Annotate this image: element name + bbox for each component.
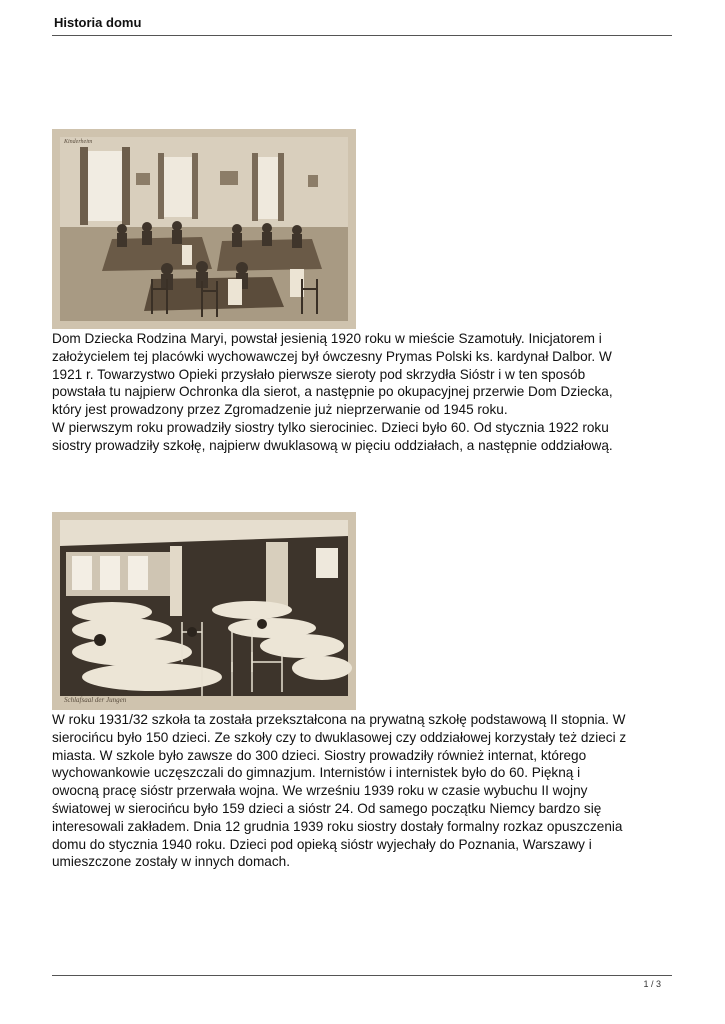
page-number: 1 / 3 [643,979,661,989]
history-paragraph-2 [52,711,674,871]
text-line: owocną pracę sióstr przerwała wojna. We wrześniu 1939 roku w czasie wybuchu II wojny [52,783,588,799]
text-line: siostry prowadziły szkołę, najpierw dwuklasową w pięciu oddziałach, a następnie oddziałową. [52,437,613,453]
text-line: interesowali zakładem. Dnia 12 grudnia 1939 roku siostry dostały formalny rozkaz opuszczenia [52,818,623,834]
text-line: 1921 r. Towarzystwo Opieki przysłało pierwsze sieroty pod skrzydła Sióstr i w ten sposób [52,366,586,382]
footer-divider [52,975,672,976]
text-line: W pierwszym roku prowadziły siostry tylko sierociniec. Dzieci było 60. Od stycznia 1922 roku [52,419,609,435]
text-line: miasta. W szkole było zawsze do 300 dzieci. Siostry prowadziły również internat, którego [52,747,587,763]
history-paragraph-1 [52,330,674,455]
text-line: Dom Dziecka Rodzina Maryi, powstał jesienią 1920 roku w mieście Szamotuły. Inicjatorem i [52,331,602,346]
text-line: założycielem tej placówki wychowawczej był ówczesny Prymas Polski ks. kardynał Dalbor. W [52,348,612,364]
photo-caption: Kinderheim [64,139,93,145]
text-line: wychowankowie uczęszczali do gimnazjum. Internistów i internistek było do 60. Piękną i [52,765,581,781]
photo-caption: Schlafsaal der Jungen [64,696,127,704]
text-line: umieszczone zostały w innych domach. [52,854,290,870]
text-line: światowej w sierocińcu było 159 dzieci a sióstr 24. Od samego początku Niemcy bardzo się [52,800,602,816]
text-line: domu do stycznia 1940 roku. Dzieci pod opieką sióstr wyjechały do Poznania, Warszawy i [52,836,592,852]
header-divider [52,35,672,36]
historical-photo-dayroom [52,129,356,329]
text-line: powstała tu najpierw Ochronka dla sierot, a następnie po okupacyjnej przerwie Dom Dziecka, [52,384,613,400]
text-line: W roku 1931/32 szkoła ta została przekształcona na prywatną szkołę podstawową II stopnia. W [52,712,626,727]
historical-photo-dormitory [52,512,356,710]
text-line: sierocińcu było 150 dzieci. Ze szkoły czy to dwuklasowej czy oddziałowej korzystały też dzieci z [52,729,627,745]
text-line: który jest prowadzony przez Zgromadzenie już nieprzerwanie od 1945 roku. [52,402,508,418]
page-header-title: Historia domu [54,15,142,30]
